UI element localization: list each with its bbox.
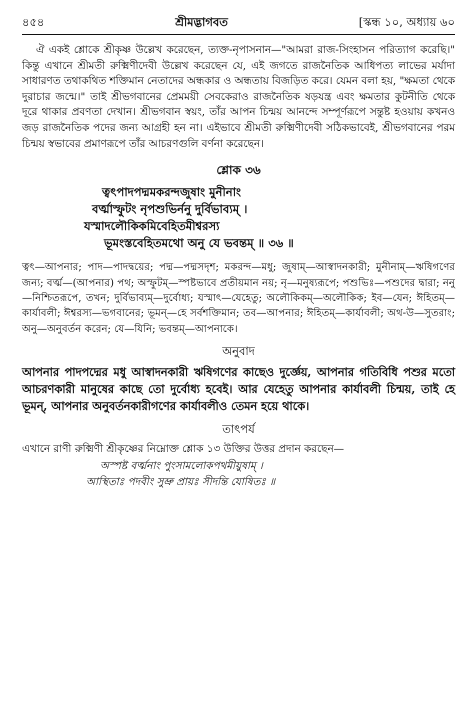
- translation-paragraph: আপনার পাদপদ্মের মধু আস্বাদনকারী ঋষিগণের কাছেও দুর্জ্ঞেয়, আপনার গতিবিধি পশুর মতো আচরণকারী মানুষের কাছে তো দুর্বোধ্য হবেই। আর যেহেতু আপনার কার্যাবলী চিন্ময়, তাই হে ভূমন্, আপনার অনুবর্তনকারীগণের কার্যাবলীও তেমন হয়ে থাকে।: [22, 365, 455, 414]
- verse-line: বর্ত্মাস্ফুটং নৃপশুভির্ননু দুর্বিভাব্যম্ ।: [92, 202, 248, 217]
- verse-line: ত্বৎপাদপদ্মমকরন্দজুষাং মুনীনাং: [102, 185, 242, 200]
- header-rule: [22, 34, 455, 35]
- translation-heading: অনুবাদ: [222, 344, 255, 359]
- page-number: ৪৫৪: [22, 15, 45, 29]
- book-title: শ্রীমদ্ভাগবত: [175, 15, 228, 29]
- chapter-reference: [স্কন্ধ ১০, অধ্যায় ৬০: [358, 15, 455, 29]
- purport-heading: তাৎপর্য: [222, 422, 255, 437]
- page-header: [22, 14, 455, 30]
- intro-paragraph: ঐ একই শ্লোকে শ্রীকৃষ্ণ উল্লেখ করেছেন, ত্যক্ত-নৃপাসনান—"আমরা রাজ-সিংহাসন পরিত্যাগ করেছি।" কিন্তু এখানে শ্রীমতী রুক্মিণীদেবী উল্লেখ করেছেন যে, এই জগতে রাজনৈতিক আধিপত্য লাভের মর্যাদা সাধারণত তথাকথিত শক্তিমান নেতাদের অন্ধকার ও অন্ধতায় বিজড়িত করে। যেমন বলা হয়, "ক্ষমতা থেকে দুরাচার জন্মে।" তাই শ্রীভগবানের প্রেমময়ী সেবকেরাও রাজনৈতিক ষড়যন্ত্র এবং ক্ষমতার কুটনীতি থেকে দূরে থাকার প্রবণতা দেখান। শ্রীভগবান স্বয়ং, তাঁর আপন চিন্ময় আনন্দে সম্পূর্ণরূপে সন্তুষ্ট হওয়ায় কখনও জড় রাজনৈতিক পদের জন্য আগ্রহী হন না। এইভাবে শ্রীমতী রুক্মিণীদেবী সঠিকভাবেই, শ্রীভগবানের পরম চিন্ময় স্বভাবের প্রমাণরূপে তাঁর আচরণগুলি বর্ণনা করেছেন।: [22, 44, 455, 150]
- verse-block: [22, 184, 455, 252]
- sloka-heading: শ্লোক ৩৬: [216, 163, 261, 178]
- quoted-verse: [22, 458, 455, 490]
- purport-paragraph: এখানে রাণী রুক্মিণী শ্রীকৃষ্ণের নিম্নোক্ত শ্লোক ১৩ উক্তির উত্তর প্রদান করছেন—: [22, 443, 345, 456]
- verse-line: যস্মাদলৌকিকমিবেহিতমীশ্বরস্য: [84, 219, 220, 234]
- synonyms-paragraph: ত্বৎ—আপনার; পাদ—পাদদ্বয়ের; পদ্ম—পদ্মসদৃশ; মকরন্দ—মধু; জুষাম্—আস্বাদনকারী; মুনীনাম্—ঋষিগণের জন্য; বর্ত্ম—(আপনার) পথ; অস্ফুটম্—স্পষ্টভাবে প্রতীয়মান নয়; নৃ—মনুষ্যরূপে; পশুভিঃ—পশুদের দ্বারা; ননু—নিশ্চিতরূপে, তখন; দুর্বিভাব্যম্—দুর্বোধ্য; যস্মাৎ—যেহেতু; অলৌকিকম্—অলৌকিক; ইব—যেন; ঈহিতম্—কার্যাবলী; ঈশ্বরস্য—ভগবানের; ভূমন্—হে সর্বশক্তিমান; তব—আপনার; ঈহিতম্—কার্যাবলী; অথ-উ—সুতরাং; অনু—অনুবর্তন করেন; যে—যিনি; ভবন্তম্—আপনাকে।: [22, 262, 455, 335]
- verse-line: ভূমংস্তবেহিতমথো অনু যে ভবন্তম্ ॥ ৩৬ ॥: [104, 236, 294, 251]
- quote-line: আস্থিতাঃ পদবীং সুভ্রু প্রায়ঃ সীদন্তি যোষিতঃ ॥: [86, 475, 276, 488]
- quote-line: অস্পষ্ট বর্ত্মনাং পুংসামলোকপথমীয়ুষাম্ ।: [100, 459, 263, 472]
